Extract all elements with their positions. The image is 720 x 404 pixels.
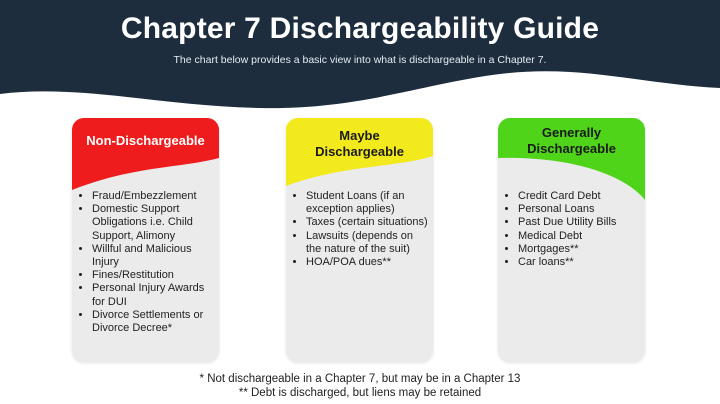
- list-item: • Student Loans (if an exception applies): [306, 190, 428, 216]
- card-title-line-1: Generally: [541, 125, 602, 140]
- list-item: • Fines/Restitution: [92, 269, 214, 282]
- footnotes: [0, 372, 720, 400]
- page-subtitle: The chart below provides a basic view into what is dischargeable in a Chapter 7.: [173, 54, 547, 66]
- list-item: • Past Due Utility Bills: [518, 216, 640, 229]
- card-generally-dischargeable: [498, 118, 645, 362]
- item-list: [290, 190, 428, 269]
- list-item: • Lawsuits (depends on the nature of the suit): [306, 230, 428, 256]
- list-item: • Mortgages**: [518, 243, 640, 256]
- card-non-dischargeable: [72, 118, 219, 362]
- list-item: • Willful and Malicious Injury: [92, 243, 214, 269]
- card-title: Non-Dischargeable: [86, 133, 205, 148]
- list-item: • Taxes (certain situations): [306, 216, 428, 229]
- card-title: [286, 128, 433, 160]
- card-title-line-1: Maybe: [339, 128, 380, 143]
- list-item: • Car loans**: [518, 256, 640, 269]
- list-item: • Divorce Settlements or Divorce Decree*: [92, 309, 214, 335]
- list-item: • Fraud/Embezzlement: [92, 190, 214, 203]
- footnote-single-star: * Not dischargeable in a Chapter 7, but may be in a Chapter 13: [199, 373, 521, 385]
- item-list: [502, 190, 640, 269]
- list-item: • Personal Injury Awards for DUI: [92, 282, 214, 308]
- card-header-shape: [72, 118, 219, 200]
- list-item: • Personal Loans: [518, 203, 640, 216]
- page-title: Chapter 7 Dischargeability Guide: [120, 12, 600, 45]
- list-item: • HOA/POA dues**: [306, 256, 428, 269]
- footnote-double-star: ** Debt is discharged, but liens may be retained: [238, 387, 482, 399]
- card-title: [498, 125, 645, 157]
- card-title-line-2: Dischargeable: [315, 144, 404, 159]
- list-item: • Credit Card Debt: [518, 190, 640, 203]
- card-maybe-dischargeable: [286, 118, 433, 362]
- item-list: [76, 190, 214, 335]
- list-item: • Domestic Support Obligations i.e. Child Support, Alimony: [92, 203, 214, 243]
- card-title-line-2: Dischargeable: [527, 141, 616, 156]
- list-item: • Medical Debt: [518, 230, 640, 243]
